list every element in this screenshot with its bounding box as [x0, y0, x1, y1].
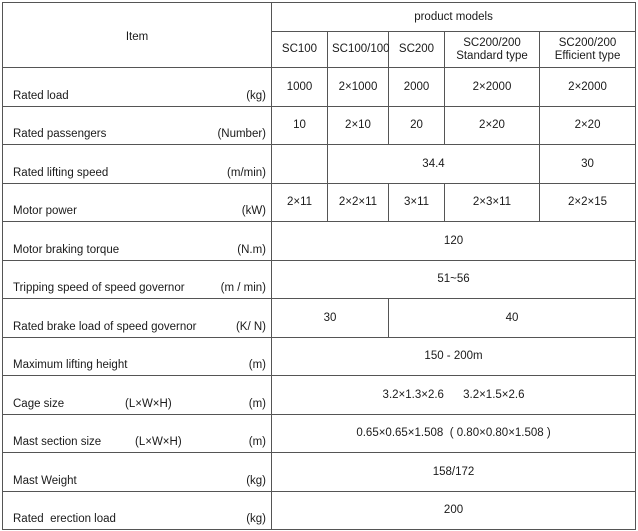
- table-row: [3, 453, 636, 492]
- table-row: [3, 222, 636, 261]
- header-row: [3, 3, 636, 32]
- row-label: Rated brake load of speed governor (K/ N): [3, 299, 272, 338]
- table-row: [3, 376, 636, 415]
- table-row: [3, 145, 636, 184]
- value-cell: 158/172: [272, 453, 636, 492]
- table-row: [3, 260, 636, 299]
- value-cell: 30: [272, 299, 389, 338]
- value-cell: 1000: [272, 68, 328, 107]
- value-cell: 2×10: [328, 106, 389, 145]
- empty-cell: [272, 145, 328, 184]
- value-cell: 2×20: [540, 106, 636, 145]
- table-row: [3, 106, 636, 145]
- table-row: [3, 68, 636, 107]
- row-label: Mast Weight (kg): [3, 453, 272, 492]
- model-header: SC200/200 Standard type: [445, 32, 540, 68]
- value-cell: 2×2000: [445, 68, 540, 107]
- row-label: Rated passengers (Number): [3, 106, 272, 145]
- spec-table: [2, 2, 636, 530]
- value-cell: 2×3×11: [445, 183, 540, 222]
- value-cell: 120: [272, 222, 636, 261]
- model-header: SC200/200 Efficient type: [540, 32, 636, 68]
- value-cell: 34.4: [328, 145, 540, 184]
- value-cell: 2×11: [272, 183, 328, 222]
- value-cell: 2×2×15: [540, 183, 636, 222]
- row-label: Mast section size (L×W×H) (m): [3, 414, 272, 453]
- table-row: [3, 337, 636, 376]
- row-label: Tripping speed of speed governor (m / min): [3, 260, 272, 299]
- value-cell: 2×20: [445, 106, 540, 145]
- value-cell: 40: [389, 299, 636, 338]
- row-label: Rated lifting speed (m/min): [3, 145, 272, 184]
- table-row: [3, 183, 636, 222]
- table-row: [3, 299, 636, 338]
- table-row: [3, 491, 636, 530]
- model-header: SC100: [272, 32, 328, 68]
- value-cell: 0.65×0.65×1.508 ( 0.80×0.80×1.508 ): [272, 414, 636, 453]
- row-label: Rated load (kg): [3, 68, 272, 107]
- value-cell: 150 - 200m: [272, 337, 636, 376]
- row-label: Rated erection load (kg): [3, 491, 272, 530]
- value-cell: 200: [272, 491, 636, 530]
- row-label: Cage size (L×W×H) (m): [3, 376, 272, 415]
- value-cell: 10: [272, 106, 328, 145]
- product-models-header: product models: [272, 3, 636, 32]
- value-cell: 2×2×11: [328, 183, 389, 222]
- value-cell: 2×1000: [328, 68, 389, 107]
- value-cell: 51~56: [272, 260, 636, 299]
- value-cell: 2000: [389, 68, 445, 107]
- value-cell: 20: [389, 106, 445, 145]
- row-label: Motor power (kW): [3, 183, 272, 222]
- value-cell: 3.2×1.3×2.6 3.2×1.5×2.6: [272, 376, 636, 415]
- row-label: Motor braking torque (N.m): [3, 222, 272, 261]
- table-row: [3, 414, 636, 453]
- item-header: Item: [3, 3, 272, 68]
- value-cell: 3×11: [389, 183, 445, 222]
- row-label: Maximum lifting height (m): [3, 337, 272, 376]
- value-cell: 30: [540, 145, 636, 184]
- value-cell: 2×2000: [540, 68, 636, 107]
- model-header: SC100/100: [328, 32, 389, 68]
- model-header: SC200: [389, 32, 445, 68]
